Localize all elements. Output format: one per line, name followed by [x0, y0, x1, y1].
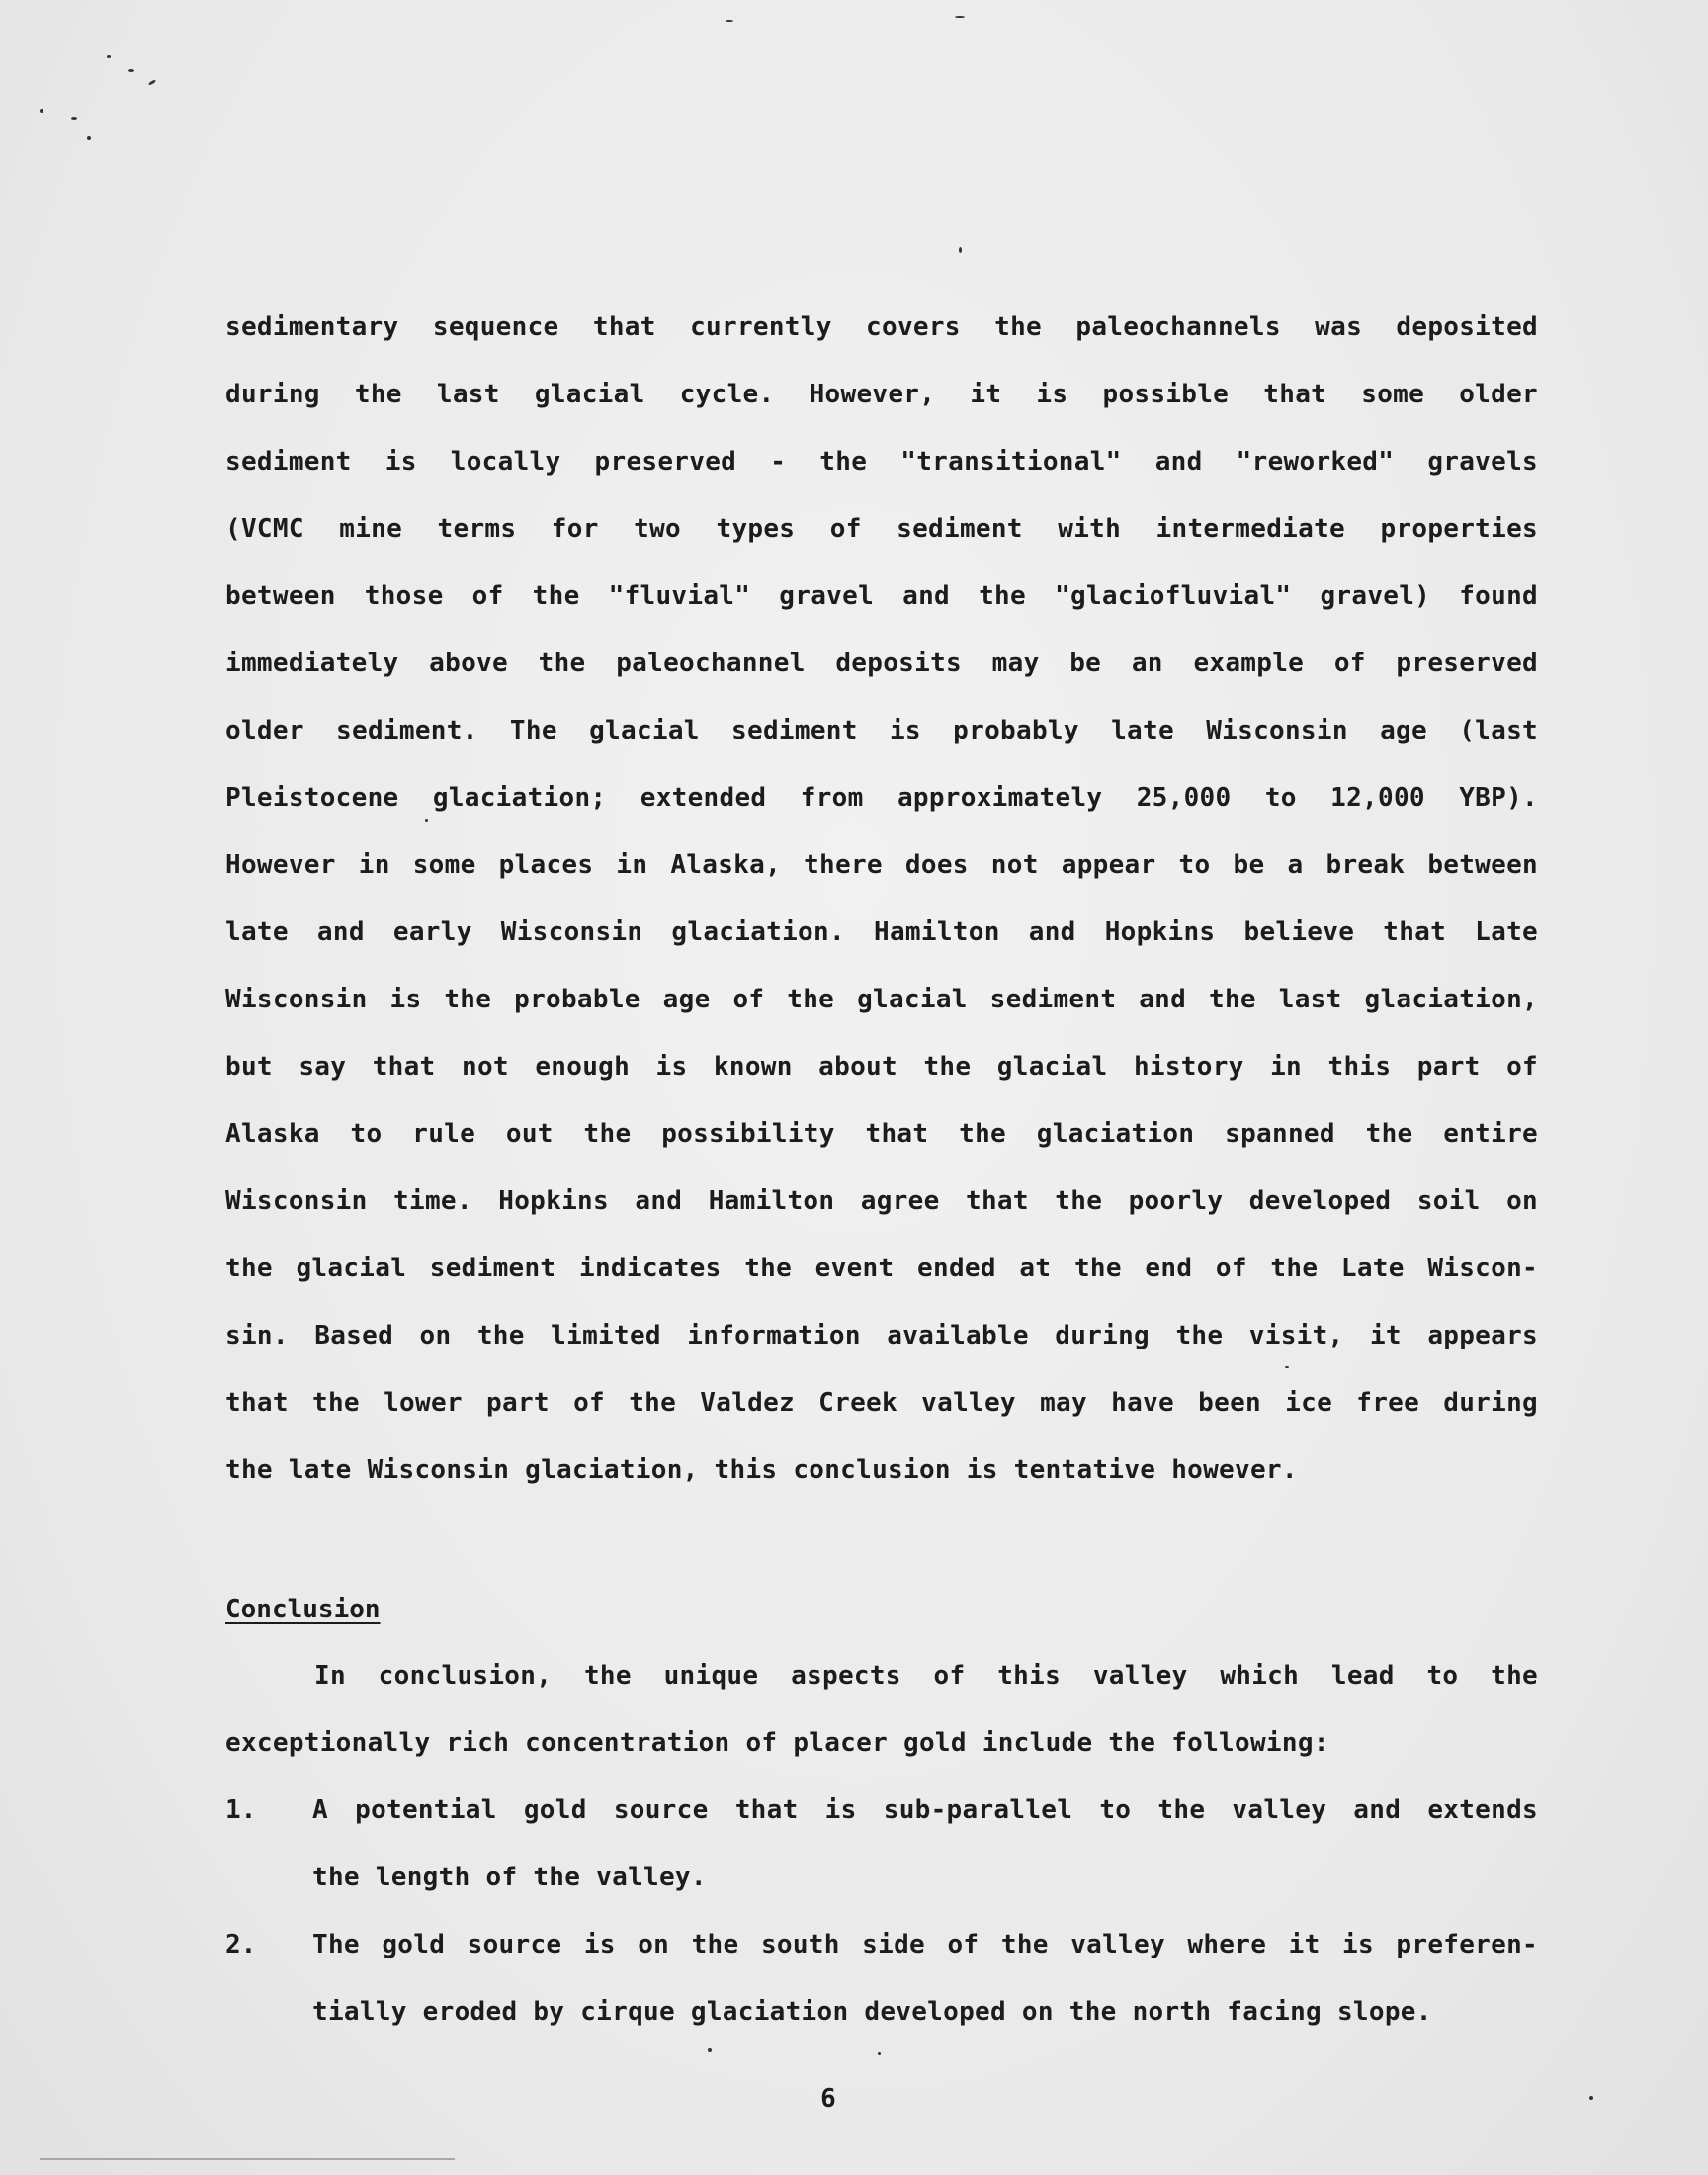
text-line: In conclusion, the unique aspects of this valley which lead to the [314, 1661, 1538, 1691]
scan-speck [726, 20, 733, 22]
body-paragraph [225, 307, 1538, 1518]
text-line: the glacial sediment indicates the event ended at the end of the Late Wiscon- [225, 1254, 1538, 1283]
text-line: Wisconsin time. Hopkins and Hamilton agree that the poorly developed soil on [225, 1186, 1538, 1216]
text-line: but say that not enough is known about the glacial history in this part of [225, 1052, 1538, 1082]
scan-speck [40, 109, 43, 113]
text-line: sedimentary sequence that currently covers the paleochannels was deposited [225, 312, 1538, 342]
list-item [225, 1790, 1538, 1925]
text-line: exceptionally rich concentration of placer gold include the following: [225, 1728, 1329, 1758]
list-number: 2. [225, 1930, 257, 1959]
scan-speck [71, 117, 77, 120]
text-line: sediment is locally preserved - the "transitional" and "reworked" gravels [225, 447, 1538, 477]
text-line: A potential gold source that is sub-parallel to the valley and extends [312, 1795, 1538, 1825]
scan-speck [87, 136, 91, 140]
section-heading: Conclusion [225, 1595, 381, 1624]
scan-speck [107, 55, 111, 58]
text-line: The gold source is on the south side of the valley where it is preferen- [312, 1930, 1538, 1959]
text-line: Alaska to rule out the possibility that the glaciation spanned the entire [225, 1119, 1538, 1149]
page-number: 6 [820, 2084, 836, 2114]
text-line: (VCMC mine terms for two types of sediment with intermediate properties [225, 514, 1538, 544]
scan-edge-line [40, 2158, 455, 2160]
text-line: the late Wisconsin glaciation, this conclusion is tentative however. [225, 1455, 1298, 1485]
text-line: Wisconsin is the probable age of the glacial sediment and the last glaciation, [225, 985, 1538, 1014]
text-line: that the lower part of the Valdez Creek valley may have been ice free during [225, 1388, 1538, 1418]
text-line: older sediment. The glacial sediment is probably late Wisconsin age (last [225, 716, 1538, 745]
text-line: late and early Wisconsin glaciation. Hamilton and Hopkins believe that Late [225, 917, 1538, 947]
list-number: 1. [225, 1795, 257, 1825]
text-line: immediately above the paleochannel deposits may be an example of preserved [225, 649, 1538, 678]
text-line: However in some places in Alaska, there does not appear to be a break between [225, 850, 1538, 880]
list-item [225, 1925, 1538, 2059]
conclusion-section [225, 1656, 1538, 2059]
scan-speck [955, 16, 965, 18]
text-line: during the last glacial cycle. However, it is possible that some older [225, 380, 1538, 409]
text-line: between those of the "fluvial" gravel and the "glaciofluvial" gravel) found [225, 581, 1538, 611]
text-line: the length of the valley. [312, 1863, 707, 1892]
text-line: Pleistocene glaciation; extended from approximately 25,000 to 12,000 YBP). [225, 783, 1538, 813]
scan-speck [128, 69, 134, 72]
scan-speck [959, 247, 962, 253]
text-line: tially eroded by cirque glaciation developed on the north facing slope. [312, 1997, 1432, 2027]
text-line: sin. Based on the limited information available during the visit, it appears [225, 1321, 1538, 1350]
scan-speck [148, 79, 156, 86]
